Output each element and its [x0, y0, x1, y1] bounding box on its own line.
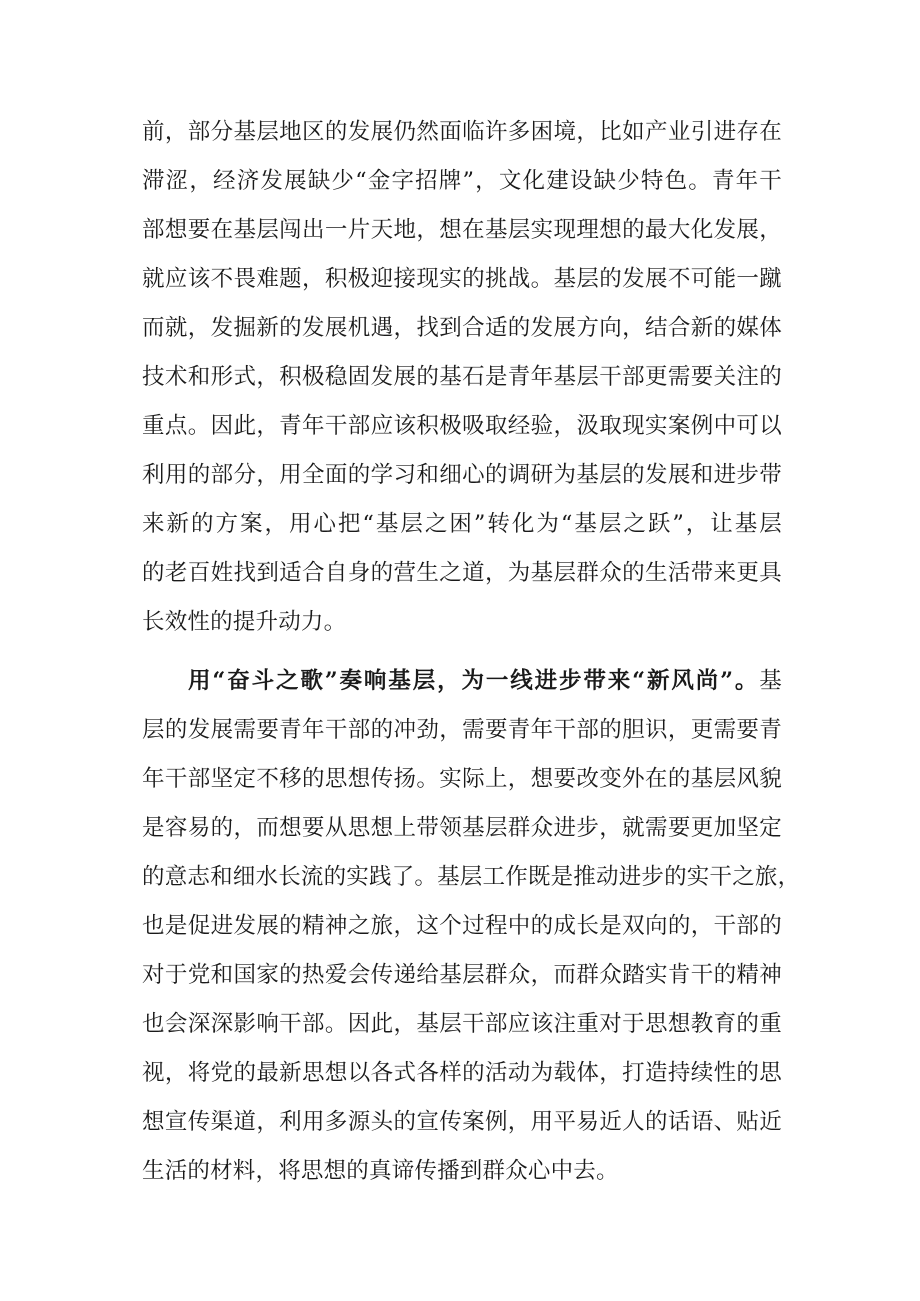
text-line: 重点。因此，青年干部应该积极吸取经验，汲取现实案例中可以: [142, 413, 782, 439]
paragraph-1: [142, 108, 782, 647]
text-line: 想宣传渠道，利用多源头的宣传案例，用平易近人的话语、贴近: [142, 1109, 782, 1135]
text-line: 前，部分基层地区的发展仍然面临许多困境，比如产业引进存在: [142, 119, 782, 145]
text-line: 滞涩，经济发展缺少“金字招牌”，文化建设缺少特色。青年干: [142, 168, 782, 194]
text-line: 视，将党的最新思想以各式各样的活动为载体，打造持续性的思: [142, 1060, 782, 1086]
text-line: 年干部坚定不移的思想传扬。实际上，想要改变外在的基层风貌: [142, 766, 782, 792]
text-line: 是容易的，而想要从思想上带领基层群众进步，就需要更加坚定: [142, 815, 782, 841]
text-line: 的老百姓找到适合自身的营生之道，为基层群众的生活带来更具: [142, 560, 782, 586]
text-line: 而就，发掘新的发展机遇，找到合适的发展方向，结合新的媒体: [142, 315, 782, 341]
text-line: 长效性的提升动力。: [142, 609, 347, 635]
text-line: 部想要在基层闯出一片天地，想在基层实现理想的最大化发展，: [142, 217, 782, 243]
text-line: 来新的方案，用心把“基层之困”转化为“基层之跃”，让基层: [142, 511, 782, 537]
text-line: 利用的部分，用全面的学习和细心的调研为基层的发展和进步带: [142, 462, 782, 488]
text-line: 对于党和国家的热爱会传递给基层群众，而群众踏实肯干的精神: [142, 962, 782, 988]
text-line: 层的发展需要青年干部的冲劲，需要青年干部的胆识，更需要青: [142, 717, 782, 743]
paragraph-2: [142, 657, 801, 1196]
text-line: 就应该不畏难题，积极迎接现实的挑战。基层的发展不可能一蹴: [142, 266, 782, 292]
section-heading: 用“奋斗之歌”奏响基层，为一线进步带来“新风尚”。: [188, 668, 760, 694]
heading-line: [142, 657, 782, 706]
text-line: 生活的材料，将思想的真谛传播到群众心中去。: [142, 1158, 619, 1184]
heading-line-rest: 基: [759, 668, 782, 694]
text-line: 也是促进发展的精神之旅，这个过程中的成长是双向的，干部的: [142, 913, 782, 939]
text-line: 也会深深影响干部。因此，基层干部应该注重对于思想教育的重: [142, 1011, 782, 1037]
text-line: 的意志和细水长流的实践了。基层工作既是推动进步的实干之旅，: [142, 864, 801, 890]
text-line: 技术和形式，积极稳固发展的基石是青年基层干部更需要关注的: [142, 364, 782, 390]
